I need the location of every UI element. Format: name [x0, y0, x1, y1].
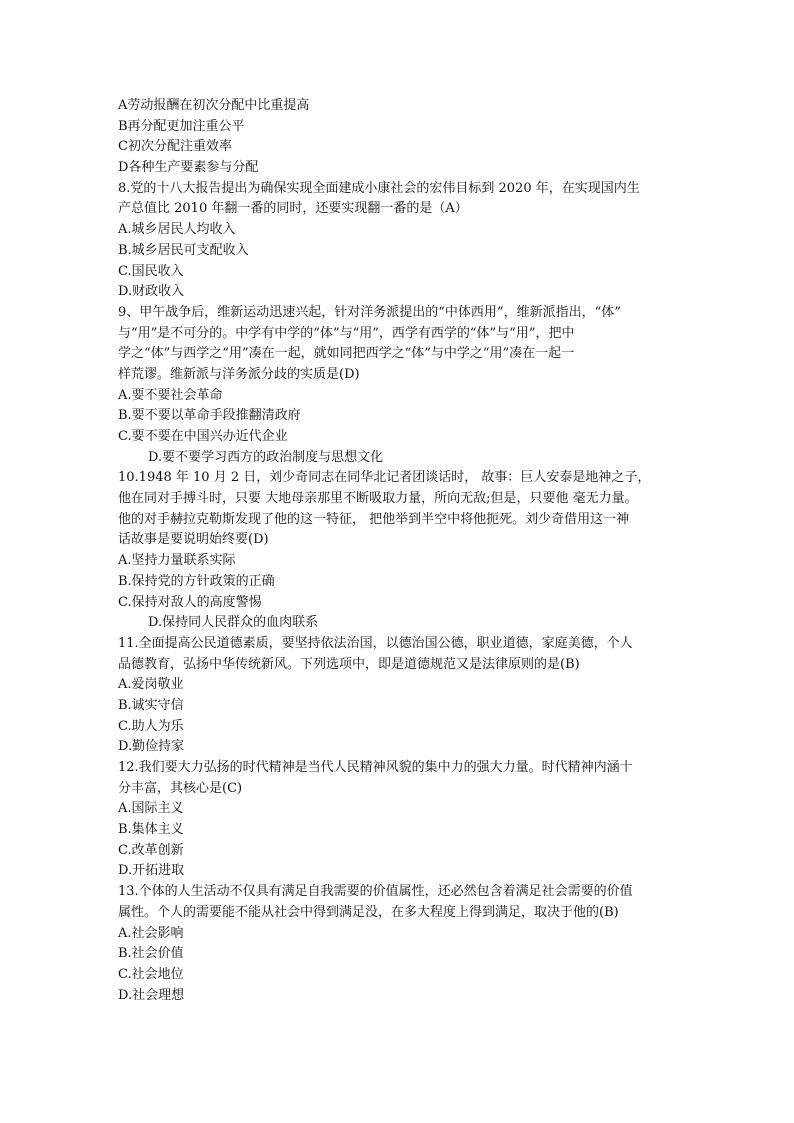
- text-line: B.社会价值: [118, 946, 184, 962]
- text-line: 属性。个人的需要能不能从社会中得到满足没，在多大程度上得到满足，取决于他的(B): [118, 904, 619, 920]
- text-line: C初次分配注重效率: [118, 139, 232, 155]
- text-line: 12.我们要大力弘扬的时代精神是当代人民精神风貌的集中力的强大力量。时代精神内涵十: [118, 760, 633, 775]
- text-line: 产总值比 2010 年翻一番的同时，还要实现翻一番的是（A）: [118, 201, 468, 217]
- document-content: [118, 96, 678, 1006]
- text-line: 11.全面提高公民道德素质，要坚持依法治国，以德治国公德，职业道德，家庭美德，个人: [118, 635, 633, 651]
- text-line: D.开拓进取: [118, 863, 185, 879]
- text-line: D.要不要学习西方的政治制度与思想文化: [148, 449, 384, 465]
- text-line: 9、甲午战争后，维新运动迅速兴起，针对洋务派提出的“中体西用”，维新派指出，“体”: [118, 304, 621, 320]
- text-line: C.保持对敌人的高度警惕: [118, 594, 262, 610]
- text-line: A.城乡居民人均收入: [118, 222, 236, 238]
- text-line: A.爱岗敬业: [118, 677, 184, 693]
- text-line: D各种生产要素参与分配: [118, 160, 259, 176]
- text-line: 8.党的十八大报告提出为确保实现全面建成小康社会的宏伟目标到 2020 年，在实现国内生: [118, 180, 640, 196]
- text-line: C.助人为乐: [118, 718, 184, 734]
- text-line: A.社会影响: [118, 925, 184, 941]
- text-line: A.要不要社会革命: [118, 387, 223, 403]
- text-line: D.勤俭持家: [118, 739, 185, 755]
- text-line: D.财政收入: [118, 284, 185, 300]
- text-line: 话故事是要说明始终要(D): [118, 532, 269, 548]
- text-line: B.诚实守信: [118, 697, 184, 713]
- text-line: 他在同对手搏斗时，只要 大地母亲那里不断吸取力量，所向无敌;但是，只要他 毫无力量。: [118, 491, 638, 507]
- text-line: 与“用”是不可分的。中学有中学的“体”与“用”，西学有西学的“体”与“用”，把中: [118, 325, 575, 341]
- text-line: D.保持同人民群众的血肉联系: [148, 615, 319, 631]
- text-line: 13.个体的人生活动不仅具有满足自我需要的价值属性，还必然包含着满足社会需要的价值: [118, 884, 633, 900]
- text-line: B.城乡居民可支配收入: [118, 242, 249, 258]
- text-line: C.要不要在中国兴办近代企业: [118, 429, 288, 444]
- text-line: C.改革创新: [118, 842, 184, 858]
- text-line: C.国民收入: [118, 263, 184, 279]
- text-line: A.坚持力量联系实际: [118, 553, 236, 569]
- text-line: C.社会地位: [118, 966, 184, 982]
- text-line: 样荒谬。维新派与洋务派分歧的实质是(D): [118, 366, 360, 382]
- text-line: 分丰富，其核心是(C): [118, 780, 243, 796]
- text-line: B.要不要以革命手段推翻清政府: [118, 408, 301, 424]
- text-line: D.社会理想: [118, 987, 185, 1003]
- text-line: A.国际主义: [118, 801, 184, 817]
- text-line: 品德教育，弘扬中华传统新风。下列选项中，即是道德规范又是法律原则的是(B): [118, 656, 580, 672]
- text-line: 10.1948 年 10 月 2 日，刘少奇同志在同华北记者团谈话时， 故事：巨人安泰是地神之子，: [118, 470, 651, 486]
- text-line: 他的对手赫拉克勒斯发现了他的这一特征， 把他举到半空中将他扼死。刘少奇借用这一神: [118, 511, 630, 527]
- text-line: A劳动报酬在初次分配中比重提高: [118, 98, 310, 113]
- text-line: 学之“体”与西学之“用”凑在一起，就如同把西学之“体”与中学之“用”凑在一起一: [118, 346, 575, 362]
- text-line: B.保持党的方针政策的正确: [118, 573, 275, 589]
- text-line: B.集体主义: [118, 822, 184, 838]
- text-line: B再分配更加注重公平: [118, 118, 245, 134]
